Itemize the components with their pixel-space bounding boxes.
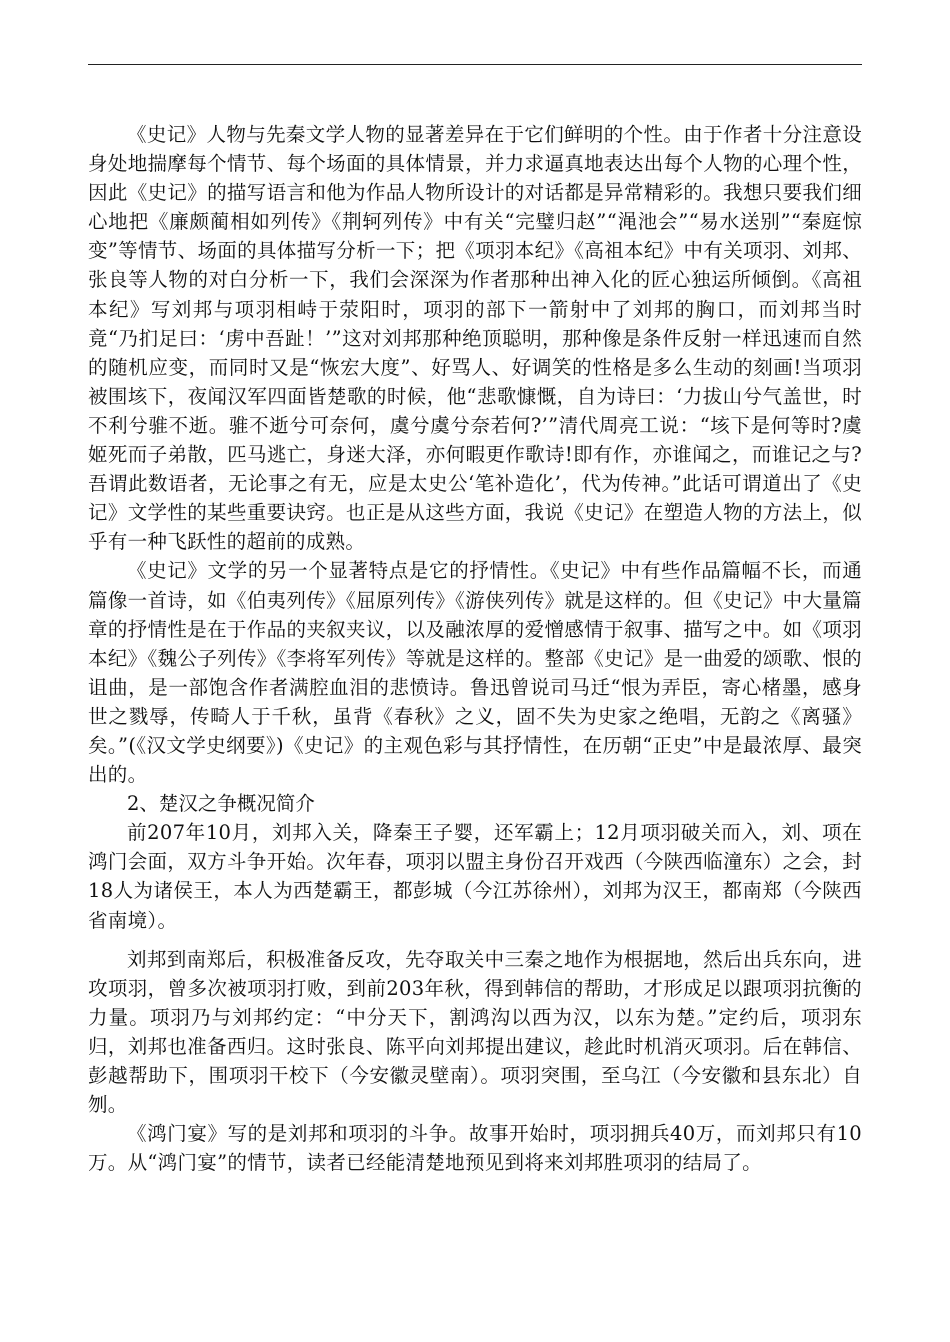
document-body [88, 120, 862, 1177]
paragraph-shiji-lyricism: 《史记》文学的另一个显著特点是它的抒情性。《史记》中有些作品篇幅不长，而通篇像一首诗，如《伯夷列传》《屈原列传》《游侠列传》就是这样的。但《史记》中大量篇章的抒情性是在于作品的夹叙夹议，以及融浓厚的爱憎感情于叙事、描写之中。如《项羽本纪》《魏公子列传》《李将军列传》等就是这样的。整部《史记》是一曲爱的颂歌、恨的诅曲，是一部饱含作者满腔血泪的悲愤诗。鲁迅曾说司马迁“恨为弄臣，寄心楮墨，感身世之戮辱，传畸人于千秋，虽背《春秋》之义，固不失为史家之绝唱，无韵之《离骚》矣。”(《汉文学史纲要》)《史记》的主观色彩与其抒情性，在历朝“正史”中是最浓厚、最突出的。 [88, 559, 862, 787]
header-rule [88, 64, 862, 65]
paragraph-shiji-characters: 《史记》人物与先秦文学人物的显著差异在于它们鲜明的个性。由于作者十分注意设身处地揣摩每个情节、每个场面的具体情景，并力求逼真地表达出每个人物的心理个性，因此《史记》的描写语言和他为作品人物所设计的对话都是异常精彩的。我想只要我们细心地把《廉颇蔺相如列传》《荆轲列传》中有关“完璧归赵”“渑池会”“易水送别”“秦庭惊变”等情节、场面的具体描写分析一下；把《项羽本纪》《高祖本纪》中有关项羽、刘邦、张良等人物的对白分析一下，我们会深深为作者那种出神入化的匠心独运所倾倒。《高祖本纪》写刘邦与项羽相峙于荥阳时，项羽的部下一箭射中了刘邦的胸口，而刘邦当时竟“乃扪足曰：‘虏中吾趾！’”这对刘邦那种绝顶聪明，那种像是条件反射一样迅速而自然的随机应变，而同时又是“恢宏大度”、好骂人、好调笑的性格是多么生动的刻画!当项羽被围垓下，夜闻汉军四面皆楚歌的时候，他“悲歌慷慨，自为诗曰：‘力拔山兮气盖世，时不利兮骓不逝。骓不逝兮可奈何，虞兮虞兮奈若何?’”清代周亮工说：“垓下是何等时?虞姬死而子弟散，匹马逃亡，身迷大泽，亦何暇更作歌诗!即有作，亦谁闻之，而谁记之与?吾谓此数语者，无论事之有无，应是太史公‘笔补造化’，代为传神。”此话可谓道出了《史记》文学性的某些重要诀窍。也正是从这些方面，我说《史记》在塑造人物的方法上，似乎有一种飞跃性的超前的成熟。 [88, 123, 862, 554]
paragraph-hongmen-banquet: 《鸿门宴》写的是刘邦和项羽的斗争。故事开始时，项羽拥兵40万，而刘邦只有10万。从“鸿门宴”的情节，读者已经能清楚地预见到将来刘邦胜项羽的结局了。 [88, 1122, 862, 1175]
paragraph-chu-han-start: 前207年10月，刘邦入关，降秦王子婴，还军霸上；12月项羽破关而入，刘、项在鸿门会面，双方斗争开始。次年春，项羽以盟主身份召开戏西（今陕西临潼东）之会，封18人为诸侯王，本人为西楚霸王，都彭城（今江苏徐州），刘邦为汉王，都南郑（今陕西省南境）。 [88, 821, 862, 932]
paragraph-liu-bang-counterattack: 刘邦到南郑后，积极准备反攻，先夺取关中三秦之地作为根据地，然后出兵东向，进攻项羽，曾多次被项羽打败，到前203年秋，得到韩信的帮助，才形成足以跟项羽抗衡的力量。项羽乃与刘邦约定：“中分天下，割鸿沟以西为汉，以东为楚。”定约后，项羽东归，刘邦也准备西归。这时张良、陈平向刘邦提出建议，趁此时机消灭项羽。后在韩信、彭越帮助下，围项羽干校下（今安徽灵壁南）。项羽突围，至乌江（今安徽和县东北）自刎。 [88, 947, 862, 1117]
section-heading: 2、楚汉之争概况简介 [127, 792, 315, 816]
